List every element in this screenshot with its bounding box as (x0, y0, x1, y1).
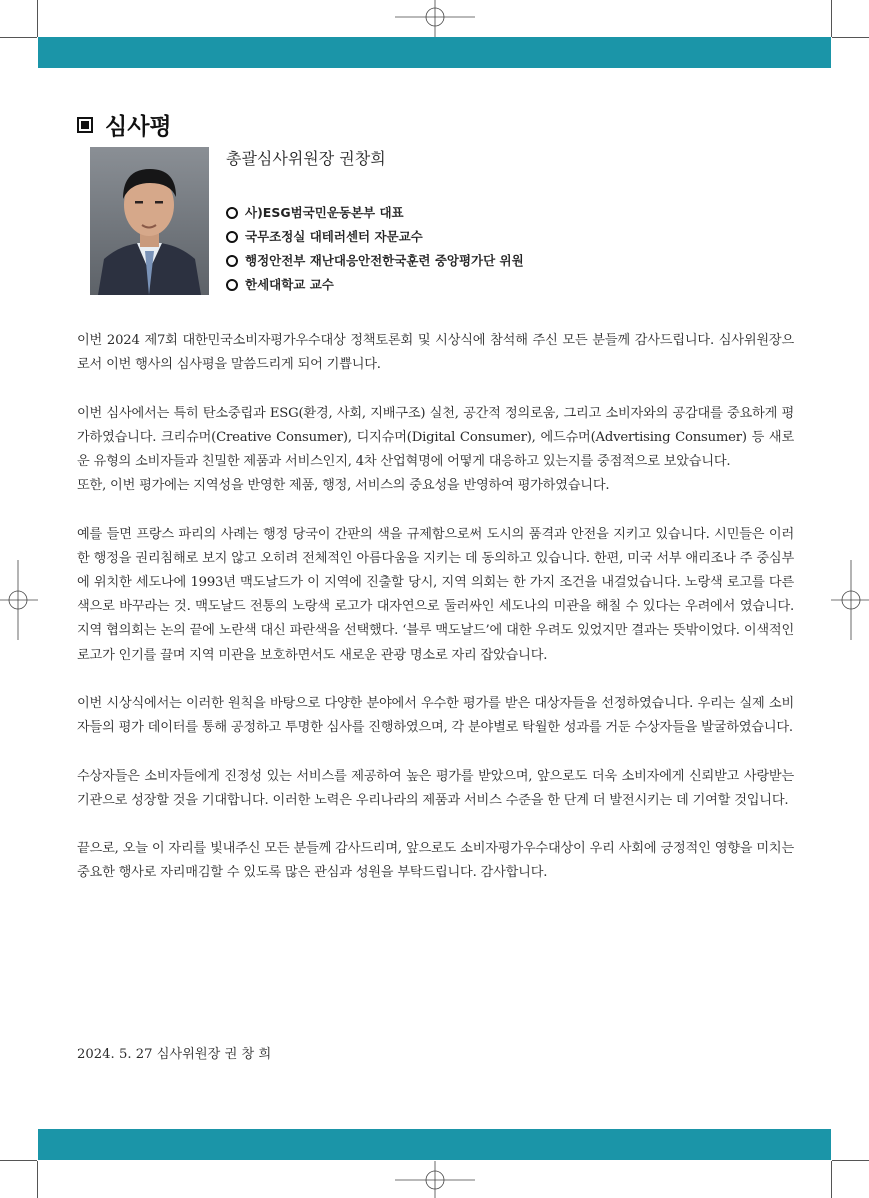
credential-text: 한세대학교 교수 (245, 277, 334, 292)
paragraph: 이번 심사에서는 특히 탄소중립과 ESG(환경, 사회, 지배구조) 실천, 공간적 정의로움, 그리고 소비자와의 공감대를 중요하게 평가하였습니다. 크리슈머(Creative Consumer), 디지슈머(Digital Consumer), 에드슈머(Advertising Consumer) 등 새로운 유형의 소비자들과 친밀한 제품과 서비스인지, 4차 산업혁명에 어떻게 대응하고 있는지를 중점적으로 보았습니다. (77, 405, 794, 469)
credential-item (226, 201, 524, 225)
paragraph: 또한, 이번 평가에는 지역성을 반영한 제품, 행정, 서비스의 중요성을 반영하여 평가하였습니다. (77, 478, 610, 494)
paragraph: 이번 시상식에서는 이러한 원칙을 바탕으로 다양한 분야에서 우수한 평가를 받은 대상자들을 선정하였습니다. 우리는 실제 소비자들의 평가 데이터를 통해 공정하고 투명한 심사를 진행하였으며, 각 분야별로 탁월한 성과를 거둔 수상자들을 발굴하였습니다. (77, 696, 794, 736)
paragraph: 예를 들면 프랑스 파리의 사례는 행정 당국이 간판의 색을 규제함으로써 도시의 품격과 안전을 지키고 있습니다. 시민들은 이러한 행정을 권리침해로 보지 않고 오히려 전체적인 아름다움을 지키는 데 동의하고 있습니다. 한편, 미국 서부 애리조나 주 중심부에 위치한 세도나에 1993년 맥도날드가 이 지역에 진출할 당시, 지역 의회는 한 가지 조건을 내걸었습니다. 노랑색 로고를 다른 색으로 바꾸라는 것. 맥도날드 전통의 노랑색 로고가 대자연으로 둘러싸인 세도나의 미관을 해칠 수 있다는 우려에서 였습니다. 지역 협의회는 논의 끝에 노란색 대신 파란색을 선택했다. ‘블루 맥도날드’에 대한 우려도 있었지만 결과는 뜻밖이었다. 이색적인 로고가 인기를 끌며 지역 미관을 보호하면서도 새로운 관광 명소로 자리 잡았습니다. (77, 526, 794, 663)
trim-mark (37, 0, 38, 37)
section-title: 심사평 (105, 114, 172, 140)
registration-mark-left (0, 560, 38, 640)
paragraph: 이번 2024 제7회 대한민국소비자평가우수대상 정책토론회 및 시상식에 참석해 주신 모든 분들께 감사드립니다. 심사위원장으로서 이번 행사의 심사평을 말씀드리게 되어 기쁩니다. (77, 333, 794, 373)
circle-bullet-icon (226, 279, 238, 291)
credential-item (226, 225, 524, 249)
filled-square-icon (77, 117, 93, 133)
credential-item (226, 273, 524, 297)
section-heading (77, 108, 172, 141)
paragraph: 끝으로, 오늘 이 자리를 빛내주신 모든 분들께 감사드리며, 앞으로도 소비자평가우수대상이 우리 사회에 긍정적인 영향을 미치는 중요한 행사로 자리매김할 수 있도록 많은 관심과 성원을 부탁드립니다. 감사합니다. (77, 841, 794, 881)
trim-mark (37, 1161, 38, 1198)
trim-mark (832, 1160, 869, 1161)
credential-text: 사)ESG범국민운동본부 대표 (245, 205, 404, 220)
paragraph: 수상자들은 소비자들에게 진정성 있는 서비스를 제공하여 높은 평가를 받았으며, 앞으로도 더욱 소비자에게 신뢰받고 사랑받는 기관으로 성장할 것을 기대합니다. 이러한 노력은 우리나라의 제품과 서비스 수준을 한 단계 더 발전시키는 데 기여할 것입니다. (77, 768, 794, 808)
registration-mark-right (831, 560, 869, 640)
trim-mark (832, 37, 869, 38)
review-body (77, 329, 794, 910)
credential-item (226, 249, 524, 273)
signature-line: 2024. 5. 27 심사위원장 권 창 희 (77, 1047, 272, 1062)
registration-mark-bottom (395, 1161, 475, 1198)
reviewer-name: 총괄심사위원장 권창희 (226, 149, 386, 168)
credential-text: 국무조정실 대테러센터 자문교수 (245, 229, 423, 244)
circle-bullet-icon (226, 255, 238, 267)
trim-mark (831, 0, 832, 37)
trim-mark (831, 1161, 832, 1198)
header-band (38, 37, 831, 68)
circle-bullet-icon (226, 231, 238, 243)
reviewer-portrait (90, 147, 209, 295)
footer-band (38, 1129, 831, 1160)
circle-bullet-icon (226, 207, 238, 219)
credential-text: 행정안전부 재난대응안전한국훈련 중앙평가단 위원 (245, 253, 524, 268)
credentials-list (226, 201, 524, 297)
registration-mark-top (395, 0, 475, 37)
trim-mark (0, 1160, 37, 1161)
trim-mark (0, 37, 37, 38)
